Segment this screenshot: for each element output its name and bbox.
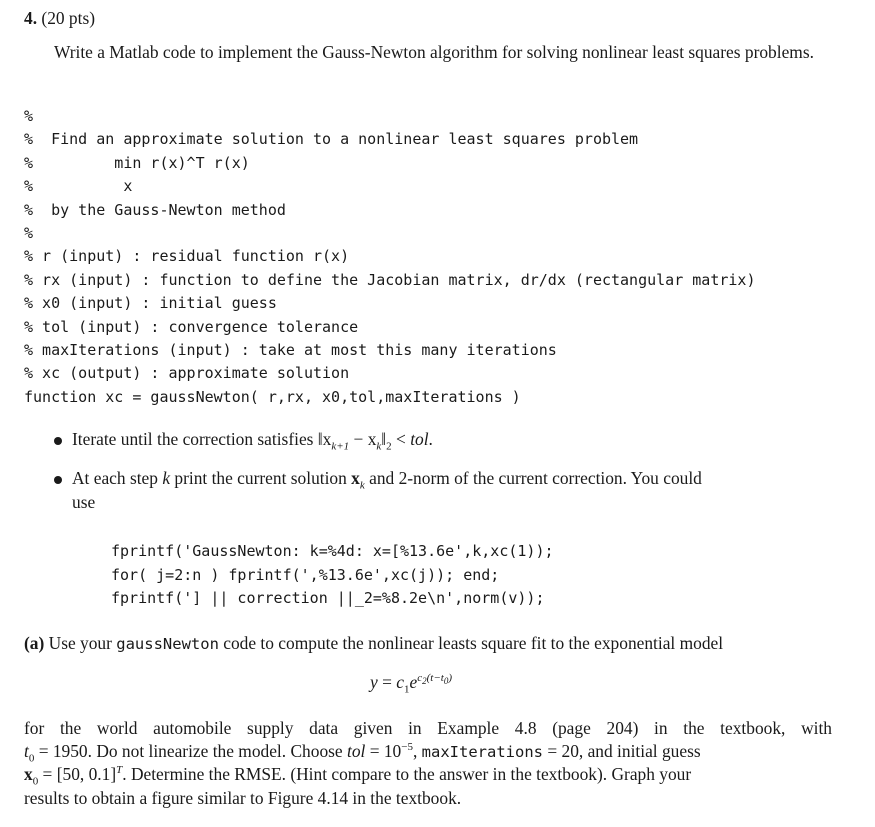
fprintf-line: for( j=2:n ) fprintf(',%13.6e',xc(j)); end; — [111, 565, 500, 584]
fprintf-line: fprintf('] || correction ||_2=%8.2e\n',norm(v)); — [111, 589, 545, 607]
bullet-print-line2: use — [72, 492, 96, 512]
part-a-line1: for the world automobile supply data given in Example 4.8 (page 204) in the textbook, with — [24, 718, 832, 738]
code-header-line: function xc = gaussNewton( r,rx, x0,tol,maxIterations ) — [24, 387, 521, 406]
problem-header — [24, 8, 95, 29]
code-header-line: % by the Gauss-Newton method — [24, 200, 286, 219]
code-header-line: % maxIterations (input) : take at most this many iterations — [24, 341, 557, 359]
part-a-line4: results to obtain a figure similar to Figure 4.14 in the textbook. — [24, 788, 462, 808]
code-header-line: % xc (output) : approximate solution — [24, 364, 350, 383]
problem-points: (20 pts) — [41, 8, 96, 28]
model-equation: $y = c_1e^{c_2(t-t_0)}$ — [370, 672, 452, 696]
code-header-line: % r (input) : residual function r(x) — [24, 247, 350, 266]
code-header-line: % min r(x)^T r(x) — [24, 153, 250, 172]
code-header-line: % Find an approximate solution to a nonlinear least squares problem — [24, 130, 639, 149]
part-a-intro: (a) Use your gaussNewton code to compute the nonlinear leasts square fit to the exponential model — [24, 633, 724, 653]
norm-expression: $‖x_{k+1}$ − $x_k‖_2$ < tol — [317, 429, 429, 453]
intro-paragraph: Write a Matlab code to implement the Gauss-Newton algorithm for solving nonlinear least squares problems. — [54, 42, 814, 62]
bullet-print: At each step k print the current solution $x_k$ and 2-norm of the current correction. You could — [72, 468, 702, 492]
part-a-label: (a) — [24, 633, 45, 653]
fprintf-line: fprintf('GaussNewton: k=%4d: x=[%13.6e',k,xc(1)); — [111, 542, 554, 560]
code-header-line: % x — [24, 177, 133, 196]
bullet-dot — [54, 476, 62, 484]
bullet-iterate: Iterate until the correction satisfies $‖x_{k+1}$ − $x_k‖_2$ < tol. — [72, 429, 433, 453]
bullet-iterate-text: Iterate until the correction satisfies — [72, 429, 318, 449]
bullet-dot — [54, 437, 62, 445]
code-header-line: % x0 (input) : initial guess — [24, 294, 277, 313]
code-header-line: % — [24, 107, 34, 125]
code-inline-maxiterations: maxIterations — [421, 743, 543, 761]
problem-number: 4. — [24, 8, 38, 28]
code-header-line: % tol (input) : convergence tolerance — [24, 317, 359, 336]
code-header-line: % rx (input) : function to define the Jacobian matrix, dr/dx (rectangular matrix) — [24, 270, 756, 289]
code-inline-gaussnewton: gaussNewton — [116, 635, 219, 653]
code-header-line: % — [24, 224, 34, 242]
part-a-line2: $t_0 = 1950$. Do not linearize the model. Choose tol = $10^{-5}$, maxIterations = 20, and initial guess — [24, 741, 701, 765]
part-a-line3: $x_0 = [50$, 0.1]$^T$. Determine the RMSE. (Hint compare to the answer in the textbook). Graph your — [24, 764, 692, 788]
